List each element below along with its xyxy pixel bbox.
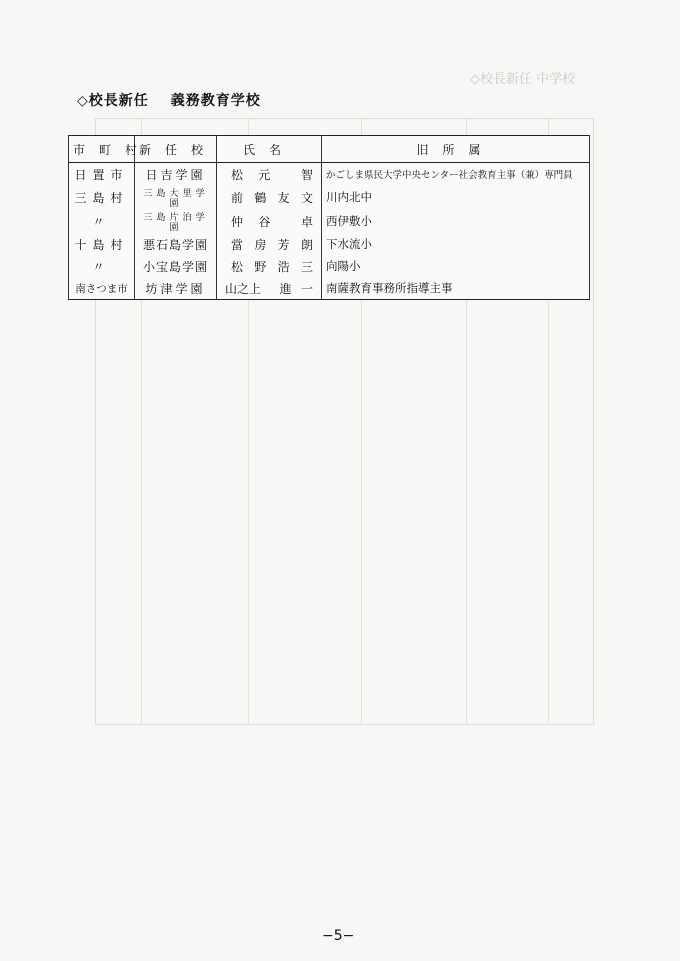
cell-municipality: 三島村 bbox=[69, 185, 135, 209]
page-number: −5− bbox=[322, 928, 355, 944]
table-row bbox=[69, 163, 590, 186]
name-part: 元 bbox=[258, 167, 271, 182]
appointment-table bbox=[68, 135, 590, 300]
cell-name bbox=[217, 209, 322, 233]
header-municipality: 市町村 bbox=[69, 136, 135, 163]
bleed-through-heading: ◇校長新任 中学校 bbox=[470, 72, 576, 87]
name-part: 芳 bbox=[277, 237, 290, 252]
cell-school bbox=[135, 185, 217, 209]
header-previous-post: 旧所属 bbox=[322, 136, 590, 163]
table-row bbox=[69, 185, 590, 209]
cell-municipality: 南さつま市 bbox=[69, 277, 135, 300]
table-header-row bbox=[69, 136, 590, 163]
name-part: 三 bbox=[300, 259, 313, 274]
name-part: 谷 bbox=[258, 214, 271, 229]
cell-school: 日吉学園 bbox=[135, 163, 217, 186]
name-part: 文 bbox=[300, 190, 313, 205]
name-part: 前 bbox=[231, 190, 244, 205]
name-part: 智 bbox=[300, 167, 313, 182]
name-part: 當 bbox=[231, 237, 244, 252]
cell-name bbox=[217, 233, 322, 255]
table-row bbox=[69, 209, 590, 233]
title-main: ◇校長新任 bbox=[77, 93, 149, 109]
cell-school: 坊津学園 bbox=[135, 277, 217, 300]
name-part: 友 bbox=[277, 190, 290, 205]
page-title bbox=[77, 90, 261, 110]
cell-name bbox=[217, 185, 322, 209]
table-row bbox=[69, 277, 590, 300]
name-part: 浩 bbox=[277, 259, 290, 274]
cell-school: 悪石島学園 bbox=[135, 233, 217, 255]
cell-school: 小宝島学園 bbox=[135, 255, 217, 277]
table-row bbox=[69, 255, 590, 277]
cell-municipality: 〃 bbox=[69, 209, 135, 233]
name-part: 松 bbox=[231, 167, 244, 182]
school-name-small: 三島片泊学園 bbox=[143, 213, 209, 233]
cell-municipality: 日置市 bbox=[69, 163, 135, 186]
cell-previous-post: 川内北中 bbox=[322, 185, 590, 209]
name-part: 朗 bbox=[300, 237, 313, 252]
name-part: 鶴 bbox=[254, 190, 267, 205]
cell-municipality: 〃 bbox=[69, 255, 135, 277]
name-part: 野 bbox=[254, 259, 267, 274]
name-part: 松 bbox=[231, 259, 244, 274]
cell-previous-post: 下水流小 bbox=[322, 233, 590, 255]
name-part: 進 bbox=[279, 281, 292, 296]
header-name: 氏名 bbox=[217, 136, 322, 163]
cell-name bbox=[217, 255, 322, 277]
cell-name bbox=[217, 163, 322, 186]
name-part: 山之上 bbox=[225, 281, 262, 296]
cell-previous-post: 西伊敷小 bbox=[322, 209, 590, 233]
table-row bbox=[69, 233, 590, 255]
name-part: 一 bbox=[300, 281, 313, 296]
cell-previous-post: かごしま県民大学中央センター社会教育主事（兼）専門員 bbox=[322, 163, 590, 186]
header-new-school: 新任校 bbox=[135, 136, 217, 163]
name-part: 房 bbox=[254, 237, 267, 252]
name-part: 卓 bbox=[300, 214, 313, 229]
cell-municipality: 十島村 bbox=[69, 233, 135, 255]
school-name-small: 三島大里学園 bbox=[143, 189, 209, 209]
cell-name bbox=[217, 277, 322, 300]
cell-previous-post: 向陽小 bbox=[322, 255, 590, 277]
name-part: 仲 bbox=[231, 214, 244, 229]
title-sub: 義務教育学校 bbox=[170, 93, 261, 109]
cell-school bbox=[135, 209, 217, 233]
cell-previous-post: 南薩教育事務所指導主事 bbox=[322, 277, 590, 300]
